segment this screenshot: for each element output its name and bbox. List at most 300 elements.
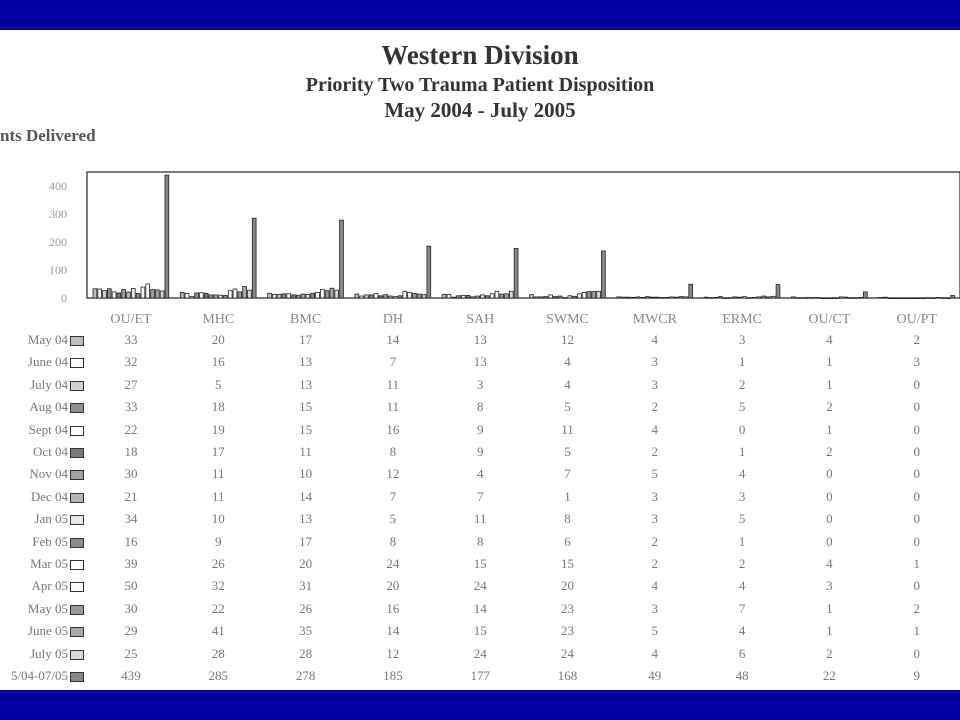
bar-oupt-6 — [908, 298, 912, 299]
table-cell: 11 — [386, 399, 400, 415]
legend-swatch — [70, 358, 84, 368]
table-cell: 278 — [295, 668, 316, 683]
row-label: Jan 05 — [34, 511, 68, 527]
bar-mwcr-8 — [655, 297, 659, 298]
table-cell: 20 — [561, 578, 574, 594]
row-label: Feb 05 — [32, 533, 68, 549]
bar-bmc-4 — [287, 294, 291, 298]
table-cell: 24 — [473, 578, 487, 594]
bar-mwcr-12 — [674, 297, 678, 298]
table-cell: 20 — [211, 332, 225, 347]
bar-ouct-14 — [859, 297, 863, 298]
table-cell: 8 — [389, 533, 397, 549]
bar-ouet-4 — [112, 292, 116, 298]
table-cell: 9 — [215, 533, 222, 549]
bar-ermc-11 — [757, 297, 761, 298]
bar-ouct-2 — [801, 298, 805, 299]
bar-bmc-12 — [325, 291, 329, 298]
table-cell: 29 — [124, 623, 138, 639]
table-cell: 4 — [476, 466, 484, 482]
bar-ouct-7 — [825, 298, 829, 299]
bar-dh-7 — [389, 296, 393, 298]
bar-sah-8 — [481, 295, 485, 298]
table-cell: 25 — [124, 645, 138, 661]
row-label: Aug 04 — [29, 399, 68, 415]
table-cell: 1 — [738, 354, 746, 370]
table-cell: 3 — [913, 354, 920, 370]
bar-oupt-9 — [922, 298, 926, 299]
bar-oupt-8 — [917, 298, 921, 299]
table-cell: 5 — [738, 399, 746, 415]
bar-ouct-9 — [835, 298, 839, 299]
bar-bmc-10 — [316, 292, 320, 298]
bar-ouet-14 — [160, 291, 164, 298]
bar-ermc-13 — [767, 297, 771, 298]
bar-swmc-6 — [558, 296, 562, 298]
row-label: 5/04-07/05 — [10, 668, 68, 683]
table-cell: 4 — [651, 645, 659, 661]
bar-ouct-13 — [854, 298, 858, 299]
bar-bmc-6 — [296, 295, 300, 298]
table-cell: 22 — [211, 600, 225, 616]
x-tick-label: BMC — [290, 312, 322, 327]
table-cell: 9 — [476, 444, 484, 459]
table-cell: 6 — [564, 533, 571, 549]
bar-mhc-2 — [190, 297, 194, 298]
bar-ouet-3 — [107, 289, 111, 298]
x-tick-label: OU/CT — [808, 312, 851, 327]
bar-ouct-11 — [844, 297, 848, 298]
table-cell: 14 — [299, 488, 313, 504]
table-cell: 16 — [124, 533, 138, 549]
table-cell: 11 — [473, 511, 487, 527]
table-cell: 20 — [299, 556, 313, 571]
table-cell: 15 — [561, 556, 574, 571]
table-cell: 13 — [473, 332, 487, 347]
bar-bmc-3 — [282, 294, 286, 298]
table-cell: 2 — [738, 556, 746, 571]
table-cell: 7 — [738, 600, 746, 616]
table-cell: 4 — [826, 556, 833, 571]
bar-dh-14 — [422, 295, 426, 298]
plot-frame — [87, 172, 960, 298]
table-cell: 30 — [124, 600, 138, 616]
x-tick-label: MHC — [202, 312, 235, 327]
legend-swatch — [70, 403, 84, 413]
table-cell: 33 — [124, 332, 138, 347]
bar-ouct-1 — [796, 298, 800, 299]
table-cell: 0 — [913, 444, 920, 459]
table-cell: 1 — [738, 533, 746, 549]
table-cell: 8 — [476, 533, 484, 549]
row-label: Dec 04 — [30, 488, 68, 504]
bar-oupt-11 — [932, 298, 936, 299]
x-tick-label: SAH — [466, 312, 495, 327]
table-cell: 1 — [738, 444, 746, 459]
bar-mhc-5 — [204, 293, 208, 298]
legend-swatch — [70, 426, 84, 436]
table-cell: 26 — [299, 600, 313, 616]
bar-dh-15 — [427, 246, 431, 298]
table-cell: 14 — [386, 623, 400, 639]
row-label: June 04 — [27, 354, 68, 370]
table-cell: 16 — [211, 354, 225, 370]
table-cell: 17 — [299, 332, 313, 347]
table-cell: 1 — [913, 556, 920, 571]
table-cell: 4 — [738, 623, 746, 639]
bar-mwcr-11 — [670, 297, 674, 298]
top-blue-band — [0, 0, 960, 30]
legend-swatch — [70, 448, 84, 458]
bar-mhc-12 — [238, 292, 242, 298]
bar-mhc-7 — [214, 295, 218, 298]
table-cell: 49 — [648, 668, 662, 683]
table-cell: 1 — [564, 488, 571, 504]
table-cell: 0 — [913, 376, 920, 392]
bar-ermc-6 — [733, 297, 737, 298]
table-cell: 0 — [826, 511, 833, 527]
table-cell: 4 — [564, 354, 571, 370]
bar-sah-13 — [505, 294, 509, 298]
table-cell: 2 — [913, 332, 920, 347]
bar-oupt-5 — [903, 298, 907, 299]
table-cell: 2 — [826, 444, 833, 459]
row-label: July 04 — [30, 376, 68, 392]
bar-ouet-0 — [93, 289, 97, 298]
table-cell: 1 — [826, 421, 833, 437]
table-cell: 16 — [386, 600, 400, 616]
y-tick-label: 200 — [49, 235, 67, 249]
bar-ermc-12 — [762, 296, 766, 298]
bar-dh-13 — [417, 294, 421, 298]
bar-ouct-5 — [815, 297, 819, 298]
bar-swmc-15 — [602, 251, 606, 298]
bar-sah-9 — [485, 296, 489, 298]
bar-dh-10 — [403, 291, 407, 298]
bar-dh-12 — [413, 294, 417, 298]
bar-ermc-14 — [771, 296, 775, 298]
table-cell: 0 — [738, 421, 746, 437]
bar-sah-4 — [461, 295, 465, 298]
table-cell: 18 — [211, 399, 225, 415]
table-cell: 177 — [470, 668, 490, 683]
bar-oupt-4 — [898, 298, 902, 299]
x-tick-label: SWMC — [546, 312, 589, 327]
table-cell: 4 — [564, 376, 571, 392]
legend-swatch — [70, 627, 84, 637]
bar-sah-14 — [509, 291, 513, 298]
row-label: Nov 04 — [29, 466, 68, 482]
table-cell: 5 — [651, 623, 659, 639]
bar-ouct-8 — [830, 298, 834, 299]
chart-title: Western Division — [381, 40, 579, 70]
table-cell: 32 — [211, 578, 225, 594]
bar-ermc-5 — [728, 298, 732, 299]
table-cell: 3 — [651, 600, 659, 616]
bar-dh-2 — [365, 295, 369, 298]
bar-dh-9 — [398, 296, 402, 298]
table-cell: 0 — [826, 533, 833, 549]
table-cell: 4 — [651, 421, 659, 437]
table-cell: 24 — [473, 645, 487, 661]
table-cell: 168 — [557, 668, 578, 683]
x-tick-label: OU/ET — [110, 312, 152, 327]
bar-ouct-15 — [863, 292, 867, 298]
bar-oupt-10 — [927, 298, 931, 299]
bar-dh-11 — [408, 292, 412, 298]
x-tick-label: OU/PT — [896, 312, 937, 327]
bar-sah-1 — [447, 294, 451, 298]
bar-swmc-13 — [592, 292, 596, 298]
table-cell: 12 — [386, 645, 400, 661]
bar-ouet-9 — [136, 294, 140, 298]
table-cell: 1 — [826, 376, 833, 392]
table-cell: 5 — [564, 444, 571, 459]
table-cell: 2 — [651, 444, 659, 459]
legend-swatch — [70, 560, 84, 570]
bar-ouet-7 — [127, 292, 131, 298]
table-cell: 39 — [124, 556, 138, 571]
table-cell: 21 — [124, 488, 138, 504]
bar-sah-11 — [495, 291, 499, 298]
table-cell: 5 — [389, 511, 397, 527]
legend-swatch — [70, 650, 84, 660]
table-cell: 24 — [386, 556, 400, 571]
bar-ermc-4 — [723, 298, 727, 299]
table-cell: 5 — [564, 399, 571, 415]
table-cell: 439 — [121, 668, 141, 683]
bar-ouet-6 — [122, 290, 126, 298]
table-cell: 8 — [389, 444, 397, 459]
bar-ermc-8 — [743, 297, 747, 298]
bar-ouet-1 — [98, 289, 102, 298]
table-cell: 2 — [913, 600, 920, 616]
table-cell: 32 — [124, 354, 138, 370]
y-tick-label: 400 — [49, 179, 67, 193]
table-cell: 11 — [561, 421, 574, 437]
table-cell: 15 — [299, 421, 313, 437]
bar-swmc-4 — [549, 295, 553, 298]
bar-oupt-14 — [946, 298, 950, 299]
table-cell: 50 — [124, 578, 138, 594]
legend-swatch — [70, 538, 84, 548]
table-cell: 3 — [651, 488, 659, 504]
bar-bmc-11 — [320, 289, 324, 298]
table-cell: 30 — [124, 466, 138, 482]
bar-oupt-7 — [912, 298, 916, 299]
row-label: June 05 — [27, 623, 68, 639]
table-cell: 5 — [738, 511, 746, 527]
bar-ermc-15 — [776, 285, 780, 298]
bar-oupt-0 — [879, 297, 883, 298]
bar-bmc-7 — [301, 294, 305, 298]
table-cell: 0 — [913, 421, 920, 437]
bar-mwcr-7 — [650, 297, 654, 298]
bar-mhc-4 — [200, 293, 204, 298]
table-cell: 13 — [299, 376, 313, 392]
bar-sah-0 — [442, 294, 446, 298]
table-cell: 35 — [299, 623, 313, 639]
chart-subtitle: Priority Two Trauma Patient Disposition — [305, 74, 655, 96]
table-cell: 11 — [212, 466, 225, 482]
bar-swmc-11 — [582, 292, 586, 298]
bar-mwcr-15 — [689, 284, 693, 298]
table-cell: 28 — [299, 645, 313, 661]
bar-mwcr-14 — [684, 297, 688, 298]
table-cell: 9 — [476, 421, 484, 437]
row-label: Apr 05 — [31, 578, 68, 594]
x-tick-label: MWCR — [632, 312, 677, 327]
bar-mhc-6 — [209, 295, 213, 298]
table-cell: 22 — [822, 668, 836, 683]
table-cell: 17 — [299, 533, 313, 549]
table-cell: 3 — [476, 376, 484, 392]
y-axis-label: nts Delivered — [0, 126, 96, 145]
bar-dh-3 — [369, 295, 373, 298]
bar-ouet-5 — [117, 293, 121, 298]
bar-oupt-3 — [893, 298, 897, 299]
bar-swmc-12 — [587, 292, 591, 298]
bar-ouct-10 — [839, 297, 843, 298]
table-cell: 0 — [913, 466, 920, 482]
bar-swmc-3 — [544, 297, 548, 298]
bar-mhc-9 — [224, 295, 228, 298]
bar-ermc-10 — [752, 297, 756, 298]
bar-oupt-2 — [888, 298, 892, 299]
slide-content — [0, 30, 960, 690]
table-cell: 0 — [913, 511, 920, 527]
bar-mwcr-1 — [622, 297, 626, 298]
bar-oupt-15 — [951, 295, 955, 298]
table-cell: 11 — [212, 488, 225, 504]
table-cell: 7 — [389, 488, 397, 504]
table-cell: 14 — [473, 600, 487, 616]
table-cell: 1 — [826, 354, 833, 370]
bar-ouct-3 — [806, 297, 810, 298]
table-cell: 15 — [299, 399, 313, 415]
bar-dh-4 — [374, 294, 378, 298]
table-cell: 0 — [913, 645, 920, 661]
bar-mhc-11 — [233, 289, 237, 298]
table-cell: 9 — [913, 668, 920, 683]
bar-ouct-12 — [849, 298, 853, 299]
bar-ermc-2 — [714, 297, 718, 298]
bar-ouet-2 — [103, 290, 107, 298]
bar-bmc-2 — [277, 294, 281, 298]
bar-dh-8 — [393, 297, 397, 298]
bottom-blue-band — [0, 690, 960, 720]
table-cell: 0 — [913, 399, 920, 415]
bar-mhc-10 — [228, 291, 232, 298]
bar-dh-1 — [360, 296, 364, 298]
table-cell: 7 — [476, 488, 484, 504]
table-cell: 24 — [561, 645, 574, 661]
table-cell: 0 — [826, 488, 833, 504]
bar-sah-5 — [466, 295, 470, 298]
x-tick-label: ERMC — [722, 312, 762, 327]
bar-ouet-15 — [165, 175, 169, 298]
bar-mwcr-4 — [636, 297, 640, 298]
table-cell: 2 — [826, 399, 833, 415]
table-cell: 28 — [211, 645, 225, 661]
bar-swmc-0 — [530, 295, 534, 298]
row-label: Mar 05 — [30, 556, 68, 571]
bar-swmc-1 — [534, 297, 538, 298]
bar-swmc-14 — [597, 291, 601, 298]
bar-swmc-7 — [563, 298, 567, 299]
bar-mwcr-2 — [626, 297, 630, 298]
bar-ermc-0 — [704, 297, 708, 298]
bar-ouet-8 — [131, 288, 135, 298]
bar-sah-15 — [514, 248, 518, 298]
table-cell: 23 — [561, 623, 574, 639]
table-cell: 14 — [386, 332, 400, 347]
bar-ouet-13 — [155, 290, 159, 298]
bar-ouet-10 — [141, 287, 145, 298]
table-cell: 3 — [651, 376, 659, 392]
bar-bmc-13 — [330, 288, 334, 298]
table-cell: 10 — [299, 466, 313, 482]
y-tick-label: 300 — [49, 207, 67, 221]
table-cell: 2 — [651, 533, 659, 549]
table-cell: 12 — [386, 466, 400, 482]
table-cell: 3 — [826, 578, 833, 594]
table-cell: 4 — [826, 332, 833, 347]
row-label: May 05 — [27, 600, 68, 616]
table-cell: 23 — [561, 600, 574, 616]
bar-mwcr-13 — [679, 297, 683, 298]
table-cell: 11 — [299, 444, 312, 459]
table-cell: 34 — [124, 511, 138, 527]
table-cell: 285 — [208, 668, 229, 683]
table-cell: 15 — [473, 556, 487, 571]
table-cell: 4 — [651, 578, 659, 594]
table-cell: 20 — [386, 578, 400, 594]
table-cell: 13 — [473, 354, 487, 370]
bar-swmc-5 — [554, 297, 558, 298]
table-cell: 3 — [738, 488, 746, 504]
bar-mwcr-5 — [641, 297, 645, 298]
bar-mhc-15 — [252, 218, 256, 298]
bar-ermc-3 — [719, 297, 723, 298]
table-cell: 41 — [211, 623, 225, 639]
table-cell: 27 — [124, 376, 138, 392]
table-cell: 0 — [913, 533, 920, 549]
bar-swmc-8 — [568, 296, 572, 298]
bar-sah-3 — [457, 296, 461, 298]
bar-bmc-1 — [272, 294, 276, 298]
bar-bmc-14 — [335, 290, 339, 298]
table-cell: 7 — [389, 354, 397, 370]
table-cell: 33 — [124, 399, 138, 415]
table-cell: 3 — [738, 332, 746, 347]
row-label: July 05 — [30, 645, 68, 661]
table-cell: 16 — [386, 421, 400, 437]
table-cell: 0 — [826, 466, 833, 482]
table-cell: 3 — [651, 354, 659, 370]
legend-swatch — [70, 605, 84, 615]
bar-ouet-11 — [146, 284, 150, 298]
bar-dh-0 — [355, 294, 359, 298]
table-cell: 11 — [386, 376, 400, 392]
bar-sah-7 — [476, 296, 480, 298]
table-cell: 26 — [211, 556, 225, 571]
bar-dh-5 — [379, 296, 383, 298]
table-cell: 48 — [735, 668, 749, 683]
bar-mwcr-6 — [646, 297, 650, 298]
table-cell: 1 — [826, 600, 833, 616]
bar-ouet-12 — [151, 290, 155, 298]
